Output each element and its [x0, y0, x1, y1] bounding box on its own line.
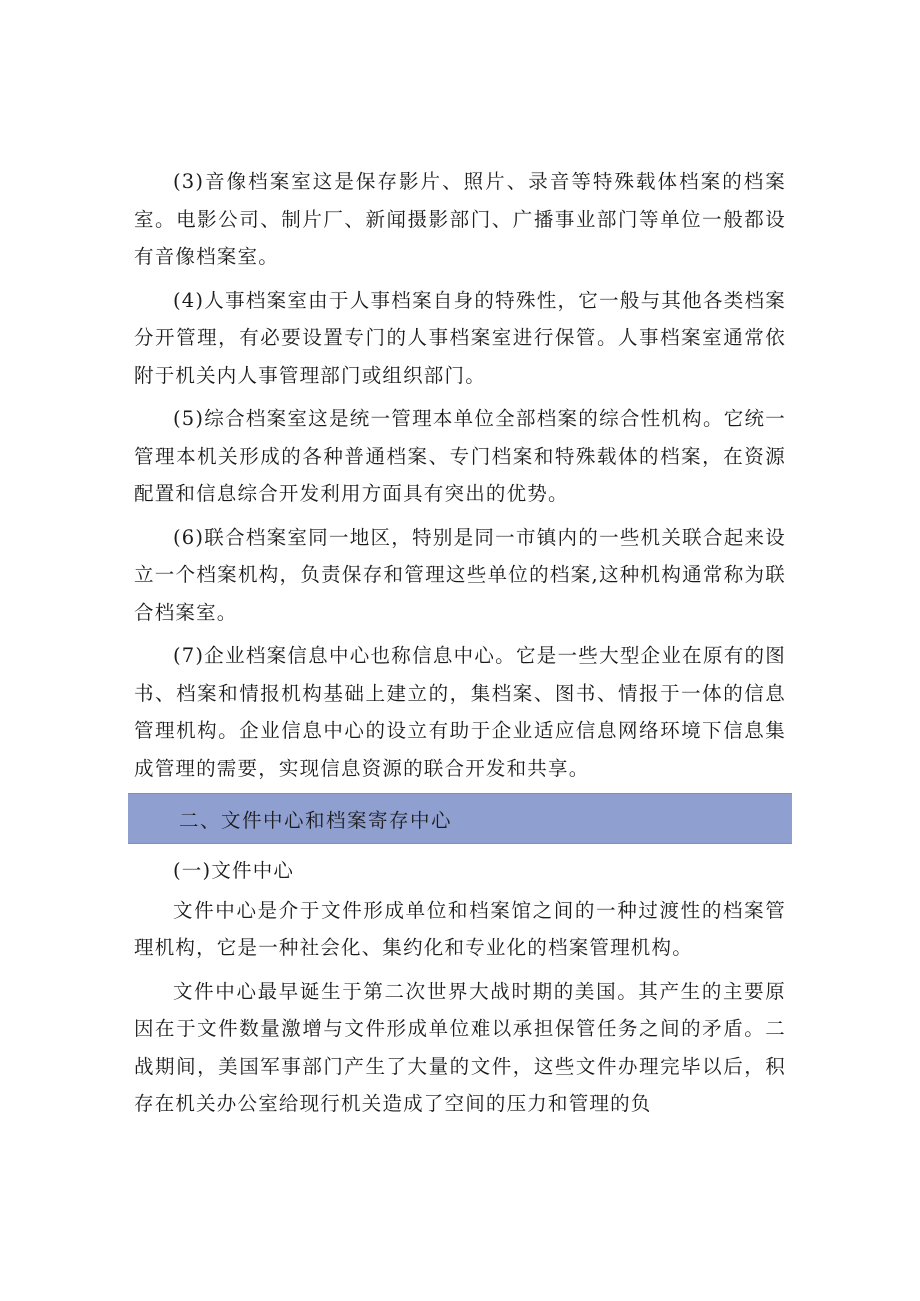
paragraph-records-center-definition: 文件中心是介于文件形成单位和档案馆之间的一种过渡性的档案管理机构，它是一种社会化、集约化和专业化的档案管理机构。: [134, 898, 786, 959]
paragraph-personnel-archive: (4)人事档案室由于人事档案自身的特殊性，它一般与其他各类档案分开管理，有必要设置专门的人事档案室进行保管。人事档案室通常依附于机关内人事管理部门或组织部门。: [134, 288, 786, 387]
section-heading: 二、文件中心和档案寄存中心: [179, 808, 453, 832]
subsection-heading: (一)文件中心: [173, 859, 295, 882]
paragraph-joint-archive: (6)联合档案室同一地区，特别是同一市镇内的一些机关联合起来设立一个档案机构，负责保存和管理这些单位的档案,这种机构通常称为联合档案室。: [134, 525, 786, 624]
paragraph-audio-visual-archive: (3)音像档案室这是保存影片、照片、录音等特殊载体档案的档案室。电影公司、制片厂、新闻摄影部门、广播事业部门等单位一般都设有音像档案室。: [134, 170, 786, 268]
section-heading-bar: [128, 793, 792, 844]
paragraph-enterprise-info-center: (7)企业档案信息中心也称信息中心。它是一些大型企业在原有的图书、档案和情报机构基础上建立的，集档案、图书、情报于一体的信息管理机构。企业信息中心的设立有助于企业适应信息网络环境下信息集成管理的需要，实现信息资源的联合开发和共享。: [134, 644, 786, 780]
paragraph-comprehensive-archive: (5)综合档案室这是统一管理本单位全部档案的综合性机构。它统一管理本机关形成的各种普通档案、专门档案和特殊载体的档案，在资源配置和信息综合开发利用方面具有突出的优势。: [134, 407, 786, 505]
document-body: [134, 163, 786, 1129]
paragraph-records-center-origin: 文件中心最早诞生于第二次世界大战时期的美国。其产生的主要原因在于文件数量激增与文件形成单位难以承担保管任务之间的矛盾。二战期间，美国军事部门产生了大量的文件，这些文件办理完毕以后，积存在机关办公室给现行机关造成了空间的压力和管理的负: [134, 979, 786, 1115]
